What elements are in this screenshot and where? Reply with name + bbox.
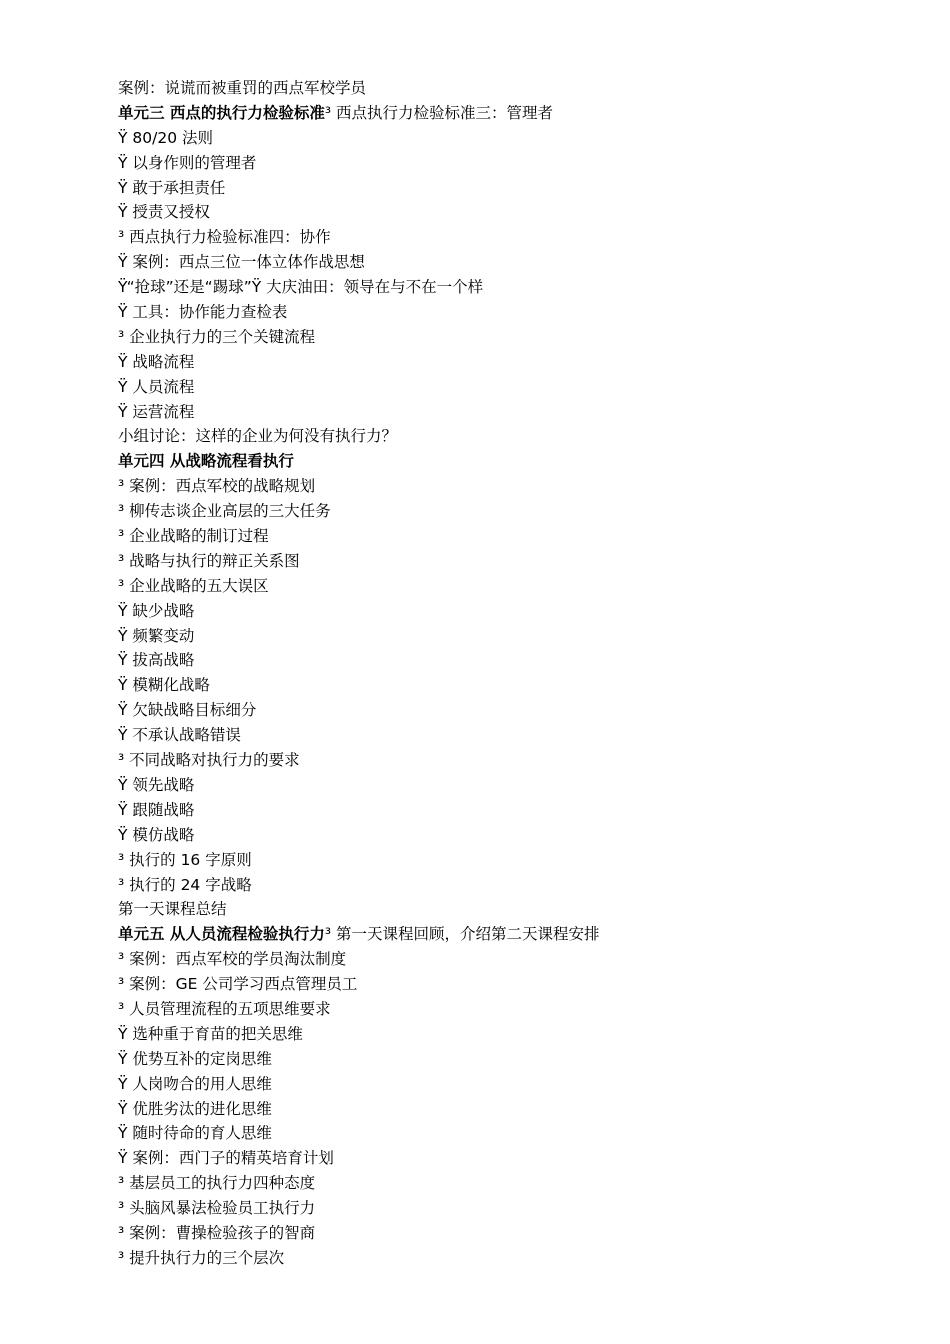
line-text: Ÿ 以身作则的管理者 xyxy=(118,153,257,172)
document-line xyxy=(118,1246,918,1271)
line-text: ³ 柳传志谈企业高层的三大任务 xyxy=(118,502,331,521)
document-line xyxy=(118,325,918,350)
line-text: Ÿ 频繁变动 xyxy=(118,626,195,645)
line-text: ³ 企业战略的制订过程 xyxy=(118,527,269,546)
line-text: Ÿ 敢于承担责任 xyxy=(118,178,226,197)
line-text: ³ 企业执行力的三个关键流程 xyxy=(118,327,316,346)
line-text: ³ 头脑风暴法检验员工执行力 xyxy=(118,1199,316,1218)
document-line xyxy=(118,1097,918,1122)
line-text: ³ 案例：曹操检验孩子的智商 xyxy=(118,1223,316,1242)
document-line xyxy=(118,151,918,176)
document-line xyxy=(118,549,918,574)
document-line xyxy=(118,823,918,848)
line-text: Ÿ“抢球”还是“踢球”Ÿ 大庆油田：领导在与不在一个样 xyxy=(118,278,484,297)
section-heading: 单元五 从人员流程检验执行力 xyxy=(118,925,325,944)
line-text: Ÿ 80/20 法则 xyxy=(118,128,213,147)
section-heading: 单元三 西点的执行力检验标准 xyxy=(118,103,325,122)
document-line xyxy=(118,648,918,673)
line-text: Ÿ 人岗吻合的用人思维 xyxy=(118,1074,272,1093)
document-line xyxy=(118,1072,918,1097)
document-line xyxy=(118,798,918,823)
line-text: ³ 人员管理流程的五项思维要求 xyxy=(118,999,331,1018)
document-line xyxy=(118,873,918,898)
document-line xyxy=(118,474,918,499)
document-line xyxy=(118,848,918,873)
line-text: 案例：说谎而被重罚的西点军校学员 xyxy=(118,79,367,97)
line-text: ³ 企业战略的五大误区 xyxy=(118,576,269,595)
document-line xyxy=(118,922,918,947)
line-text: Ÿ 领先战略 xyxy=(118,775,195,794)
document-line xyxy=(118,300,918,325)
line-text: Ÿ 跟随战略 xyxy=(118,800,195,819)
line-text: ³ 案例：西点军校的学员淘汰制度 xyxy=(118,950,347,969)
line-text: Ÿ 战略流程 xyxy=(118,352,195,371)
document-line xyxy=(118,225,918,250)
document-line xyxy=(118,947,918,972)
document-line xyxy=(118,76,918,101)
document-page xyxy=(118,76,918,1271)
document-line xyxy=(118,1047,918,1072)
line-text: Ÿ 人员流程 xyxy=(118,377,195,396)
document-line xyxy=(118,1121,918,1146)
document-line xyxy=(118,375,918,400)
line-text: ³ 案例：西点军校的战略规划 xyxy=(118,477,316,496)
line-text: ³ 基层员工的执行力四种态度 xyxy=(118,1174,316,1193)
line-text: ³ 案例：GE 公司学习西点管理员工 xyxy=(118,975,358,994)
document-line xyxy=(118,524,918,549)
document-line xyxy=(118,773,918,798)
line-text: Ÿ 不承认战略错误 xyxy=(118,726,241,745)
line-text: ³ 战略与执行的辩正关系图 xyxy=(118,551,300,570)
line-text: Ÿ 欠缺战略目标细分 xyxy=(118,701,257,720)
line-text: ³ 第一天课程回顾，介绍第二天课程安排 xyxy=(324,925,600,944)
line-text: Ÿ 缺少战略 xyxy=(118,601,195,620)
document-line xyxy=(118,897,918,922)
document-line xyxy=(118,574,918,599)
line-text: ³ 执行的 16 字原则 xyxy=(118,850,252,869)
document-line xyxy=(118,698,918,723)
line-text: Ÿ 运营流程 xyxy=(118,402,195,421)
document-line xyxy=(118,200,918,225)
line-text: 小组讨论：这样的企业为何没有执行力？ xyxy=(118,427,398,446)
document-line xyxy=(118,400,918,425)
line-text: Ÿ 优势互补的定岗思维 xyxy=(118,1049,272,1068)
line-text: Ÿ 模仿战略 xyxy=(118,825,195,844)
line-text: Ÿ 工具：协作能力查检表 xyxy=(118,303,288,322)
document-line xyxy=(118,250,918,275)
document-line xyxy=(118,673,918,698)
document-line xyxy=(118,449,918,474)
document-line xyxy=(118,748,918,773)
document-line xyxy=(118,499,918,524)
line-text: ³ 提升执行力的三个层次 xyxy=(118,1248,285,1267)
document-line xyxy=(118,1171,918,1196)
document-line xyxy=(118,1196,918,1221)
line-text: Ÿ 选种重于育苗的把关思维 xyxy=(118,1024,303,1043)
document-line xyxy=(118,424,918,449)
line-text: ³ 西点执行力检验标准四：协作 xyxy=(118,228,331,247)
document-line xyxy=(118,126,918,151)
line-text: Ÿ 随时待命的育人思维 xyxy=(118,1124,272,1143)
line-text: Ÿ 优胜劣汰的进化思维 xyxy=(118,1099,272,1118)
line-text: 第一天课程总结 xyxy=(118,900,227,919)
document-line xyxy=(118,176,918,201)
document-line xyxy=(118,1022,918,1047)
line-text: Ÿ 案例：西点三位一体立体作战思想 xyxy=(118,253,365,272)
line-text: ³ 执行的 24 字战略 xyxy=(118,875,252,894)
document-line xyxy=(118,350,918,375)
document-line xyxy=(118,972,918,997)
line-text: Ÿ 案例：西门子的精英培育计划 xyxy=(118,1149,334,1168)
line-text: ³ 不同战略对执行力的要求 xyxy=(118,751,300,770)
line-text: Ÿ 拔高战略 xyxy=(118,651,195,670)
document-line xyxy=(118,599,918,624)
document-line xyxy=(118,997,918,1022)
line-text: Ÿ 授责又授权 xyxy=(118,203,210,222)
line-text: ³ 西点执行力检验标准三：管理者 xyxy=(324,103,554,122)
document-line xyxy=(118,1221,918,1246)
document-line xyxy=(118,723,918,748)
document-line xyxy=(118,624,918,649)
document-line xyxy=(118,101,918,126)
line-text: Ÿ 模糊化战略 xyxy=(118,676,210,695)
document-line xyxy=(118,275,918,300)
document-line xyxy=(118,1146,918,1171)
section-heading: 单元四 从战略流程看执行 xyxy=(118,452,294,471)
